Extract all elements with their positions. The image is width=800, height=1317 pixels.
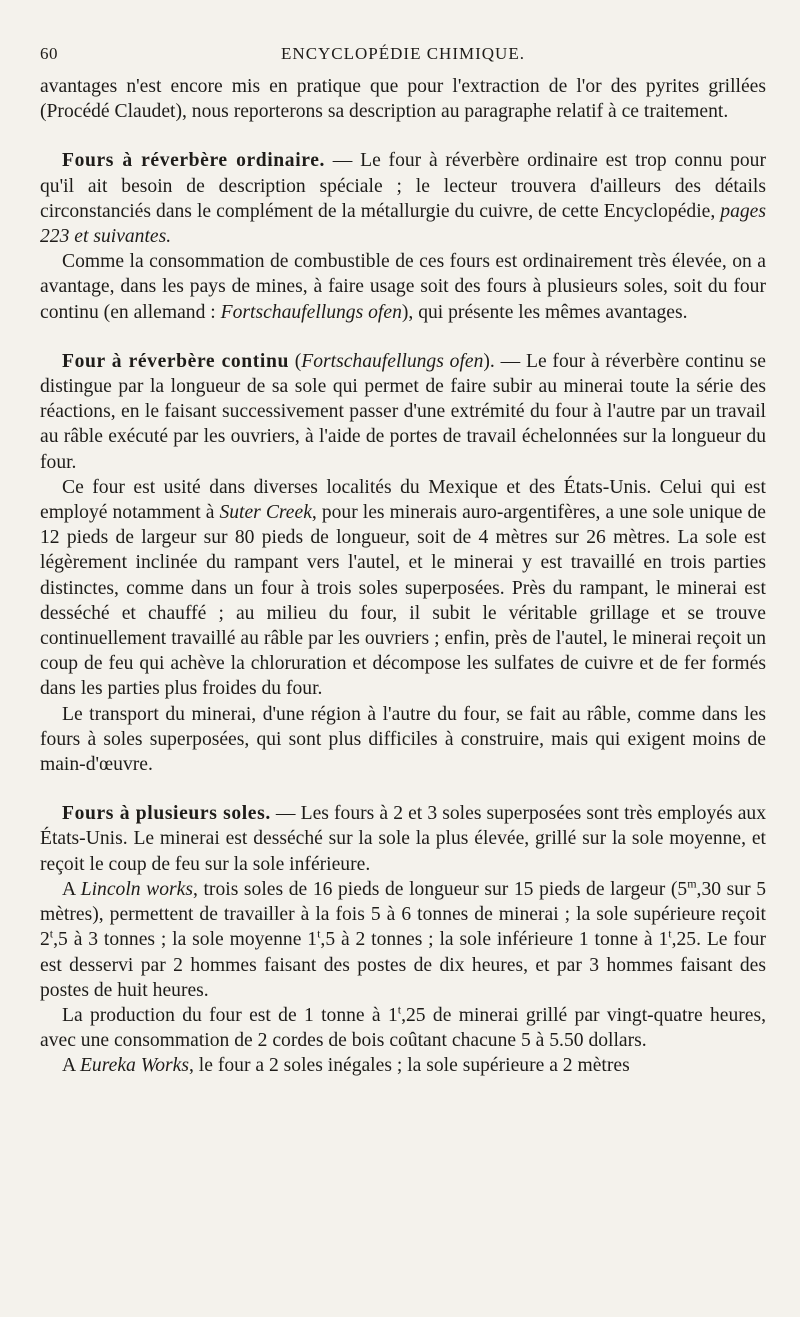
paragraph-text: , le four a 2 soles inégales ; la sole supérieure a 2 mètres [189, 1055, 630, 1077]
paragraph-text: ,5 à 3 tonnes ; la sole moyenne 1 [53, 929, 318, 951]
paragraph-text: ( [288, 350, 302, 372]
paragraph-text: Comme la consommation de combustible de ces fours est ordinairement très élevée, on a avantage, dans les pays de mines, à faire usage soit des fours à plusieurs soles, soit du four continu (en allemand : [40, 251, 766, 323]
paragraph [40, 249, 766, 325]
place-name: Lincoln works [80, 878, 193, 900]
paragraph-text: — Le four à réverbère ordinaire est trop connu pour qu'il ait besoin de description spéciale ; le lecteur trouvera d'ailleurs des détails circonstanciés dans le complément de la métallurgie du cuivre, de cette Encyclopédie, [40, 150, 767, 222]
page-number: 60 [40, 44, 58, 63]
section-plusieurs-soles [40, 801, 766, 1078]
paragraph-text: ). — Le four à réverbère continu se distingue par la longueur de sa sole qui permet de faire subir au minerai toute la série des réactions, en le faisant successivement passer d'une extrémité du four à l'autre par un travail au râble exécuté par les ouvriers, à l'aide de portes de travail échelonnées sur la longueur du four. [40, 350, 766, 473]
paragraph [40, 801, 766, 877]
section-heading: Fours à plusieurs soles. [62, 803, 271, 825]
section-reverbere-continu [40, 349, 766, 777]
paragraph-text: , pour les minerais auro-argentifères, a une sole unique de 12 pieds de largeur sur 80 pieds de longueur, soit de 4 mètres sur 26 mètres. La sole est légèrement inclinée du rampant vers l'autel, et le minerai y est travaillé en trois parties distinctes, comme dans un four à trois soles superposées. Près du rampant, le minerai est desséché et chauffé ; au milieu du four, il subit le véritable grillage et se trouve continuellement travaillé au râble par les ouvriers ; enfin, près de l'autel, le minerai reçoit un coup de feu qui achève la chloruration et décompose les sulfates de cuivre et de fer formés dans les parties plus froides du four. [40, 502, 766, 700]
paragraph-text: La production du four est de 1 tonne à 1 [62, 1004, 398, 1026]
paragraph [40, 1053, 766, 1078]
intro-text: avantages n'est encore mis en pratique que pour l'extraction de l'or des pyrites grillées (Procédé Claudet), nous reporterons sa description au paragraphe relatif à ce traitement. [40, 76, 766, 123]
section-heading: Four à réverbère continu [62, 350, 289, 372]
paragraph-text: ,5 à 2 tonnes ; la sole inférieure 1 tonne à 1 [320, 929, 669, 951]
running-head [40, 40, 766, 74]
place-name: Suter Creek [219, 502, 312, 524]
paragraph-text: ), qui présente les mêmes avantages. [401, 301, 688, 323]
german-term: Fortschaufellungs ofen [220, 301, 402, 323]
intro-paragraph [40, 74, 766, 124]
section-heading: Fours à réverbère ordinaire. [62, 150, 325, 172]
paragraph-text: , trois soles de 16 pieds de longueur sur 15 pieds de largeur (5 [192, 878, 688, 900]
unit-superscript: t [317, 926, 321, 941]
section-reverbere-ordinaire [40, 148, 766, 324]
paragraph [40, 1003, 766, 1053]
paragraph-text: ,25. Le four est desservi par 2 hommes faisant des postes de dix heures, et par 3 hommes faisant des postes de huit heures. [40, 929, 766, 1001]
paragraph [40, 702, 766, 778]
unit-superscript: m [687, 876, 697, 891]
unit-superscript: t [668, 926, 672, 941]
paragraph-text: ,30 sur 5 mètres), permettent de travailler à la fois 5 à 6 tonnes de minerai ; la sole supérieure reçoit 2 [40, 878, 766, 951]
paragraph-text: Ce four est usité dans diverses localités du Mexique et des États-Unis. Celui qui est employé notamment à [40, 476, 766, 524]
paragraph [40, 349, 766, 475]
paragraph [40, 475, 766, 702]
place-name: Eureka Works [79, 1055, 189, 1077]
paragraph-text: ,25 de minerai grillé par vingt-quatre heures, avec une consommation de 2 cordes de bois coûtant chacune 5 à 5.50 dollars. [40, 1004, 766, 1052]
paragraph-text: Le transport du minerai, d'une région à l'autre du four, se fait au râble, comme dans les fours à soles superposées, qui sont plus difficiles à construire, mais qui exigent moins de main-d'œuvre. [40, 703, 766, 776]
unit-superscript: t [397, 1002, 402, 1017]
body-text [40, 74, 766, 1079]
paragraph-text: A [62, 1055, 80, 1077]
paragraph-text: A [62, 878, 81, 900]
running-title: ENCYCLOPÉDIE CHIMIQUE. [281, 44, 525, 63]
paragraph [40, 148, 766, 249]
german-term: Fortschaufellungs ofen [301, 350, 484, 372]
page-reference: pages 223 et suivantes. [40, 200, 766, 248]
unit-superscript: t [49, 926, 54, 941]
paragraph [40, 877, 766, 1003]
paragraph-text: — Les fours à 2 et 3 soles superposées sont très employés aux États-Unis. Le minerai est desséché sur la sole la plus élevée, grillé sur la sole moyenne, et reçoit le coup de feu sur la sole inférieure. [40, 803, 766, 875]
